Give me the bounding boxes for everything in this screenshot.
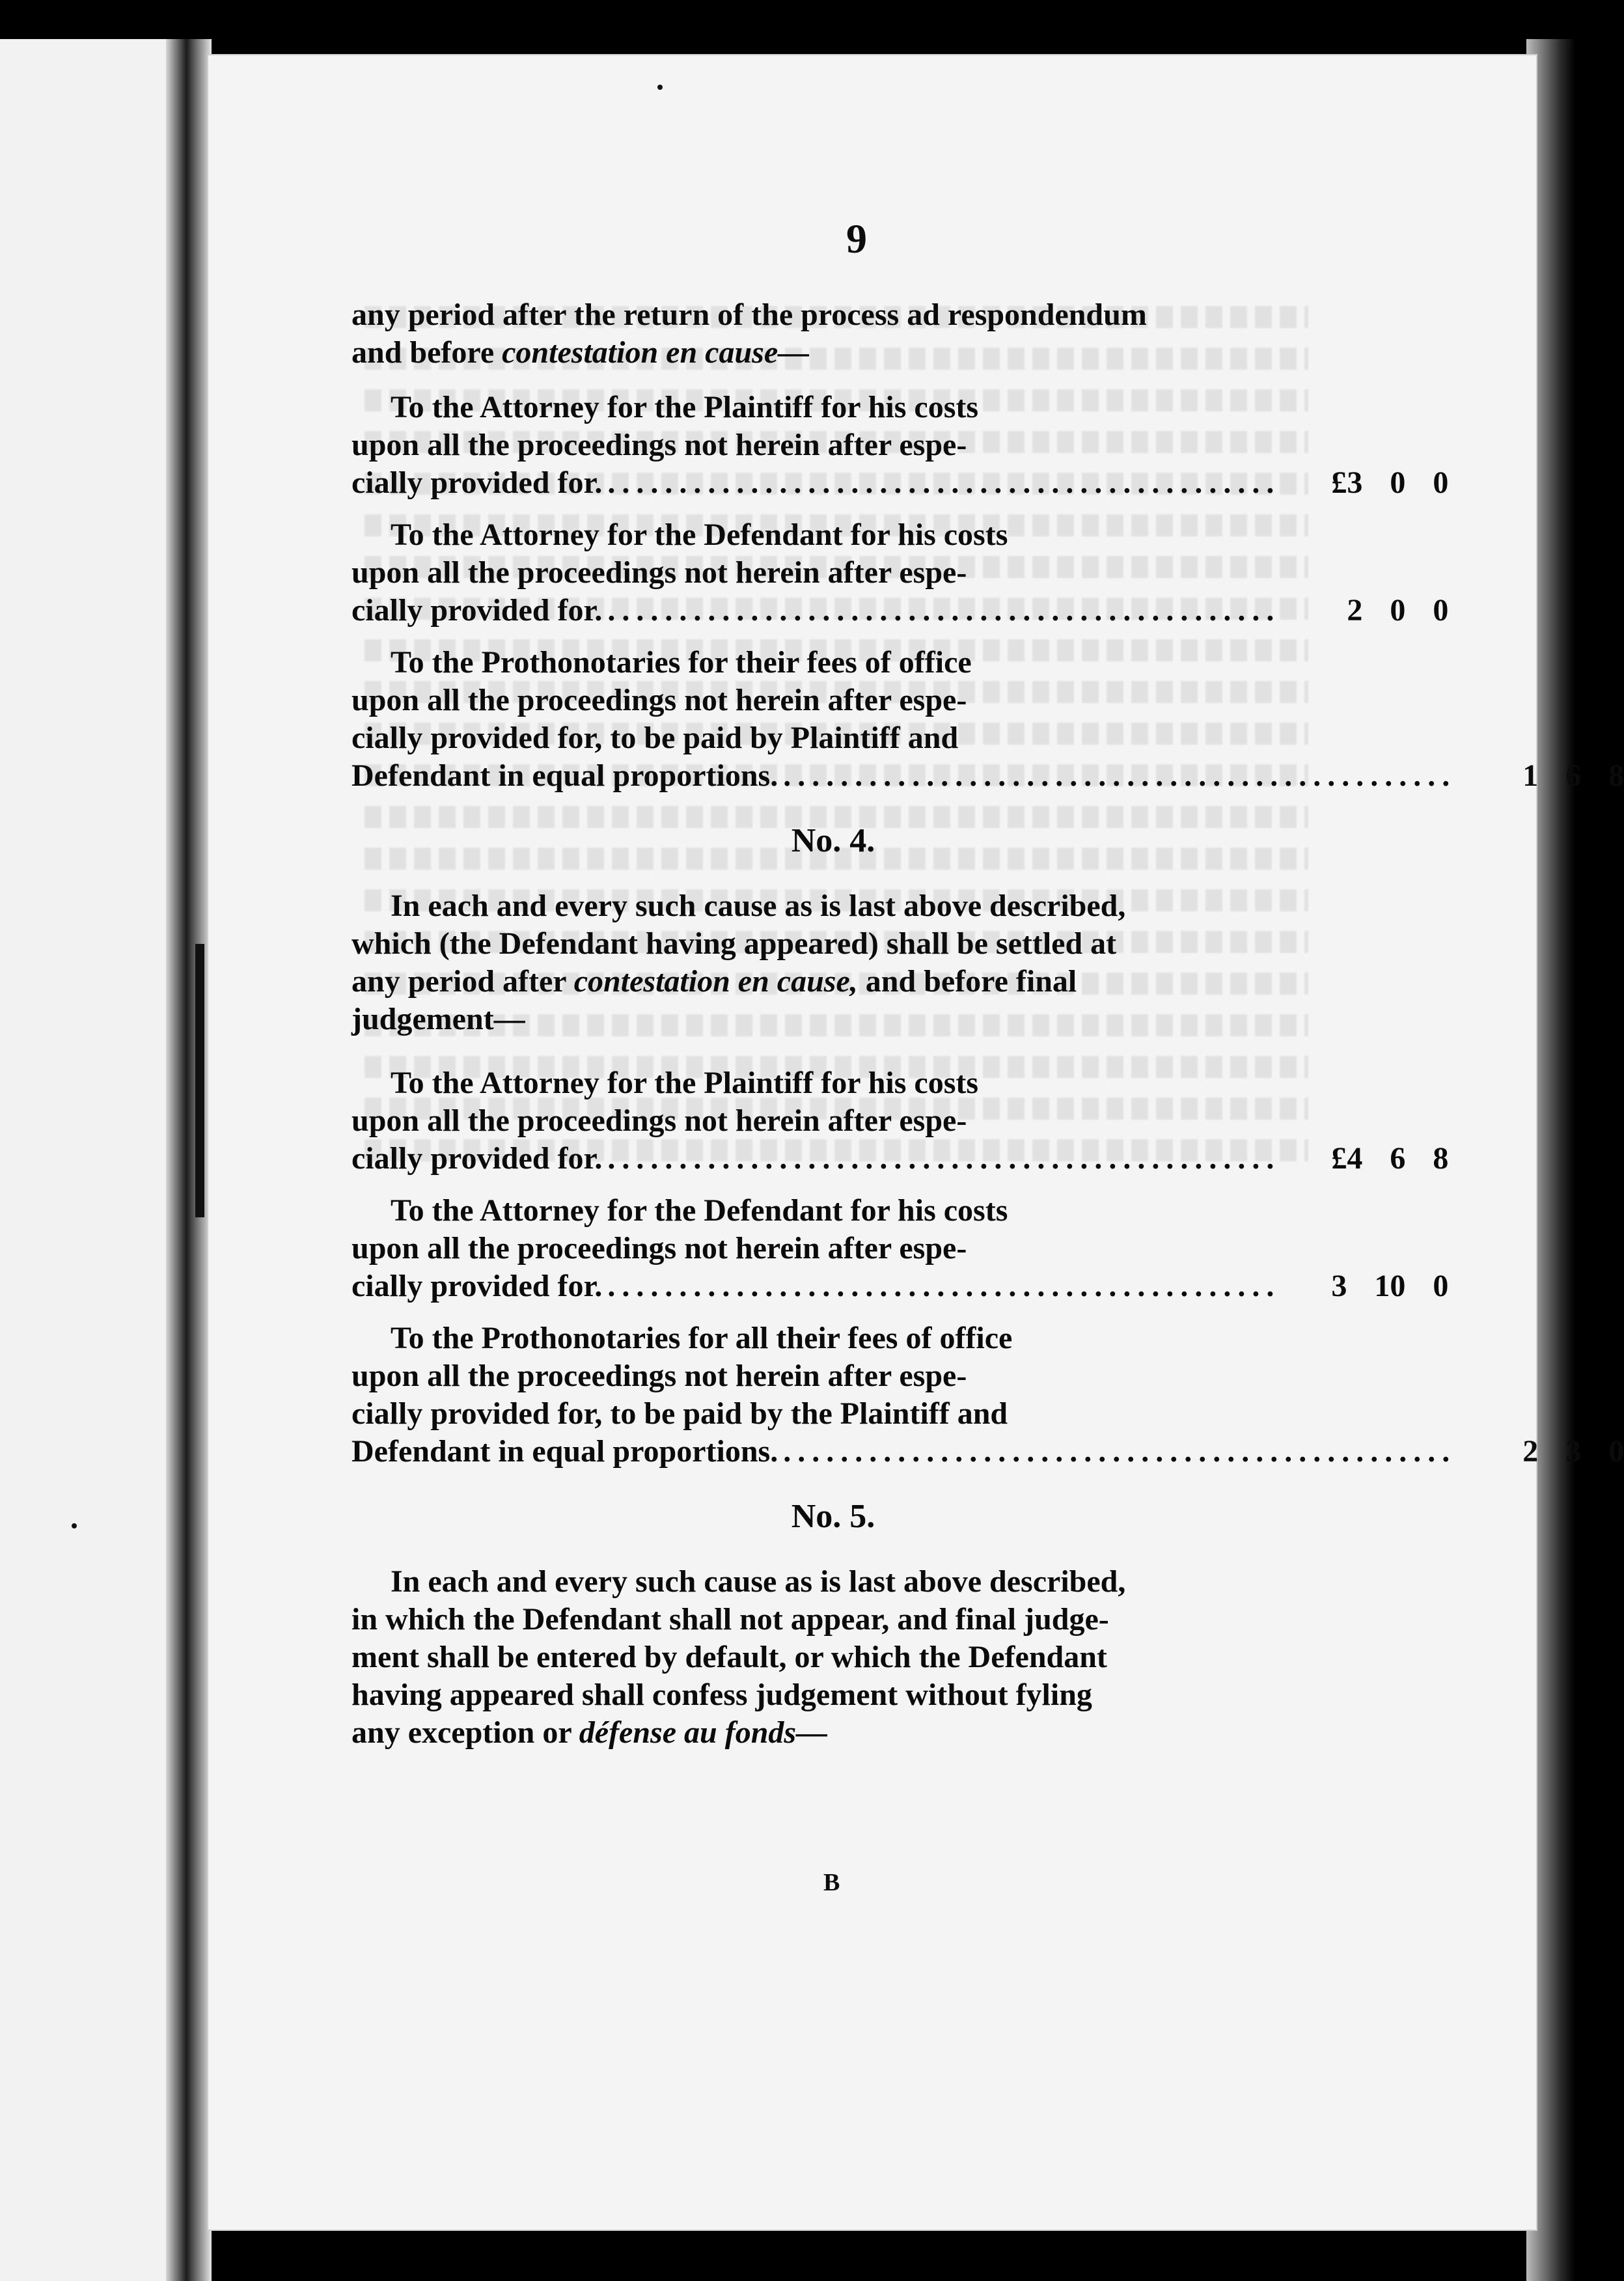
entry-line: To the Attorney for the Plaintiff for his costs <box>391 390 979 424</box>
intro-paragraph <box>351 296 1315 372</box>
stray-dot <box>657 85 663 90</box>
fee-entry <box>351 1320 1624 1471</box>
section-heading: No. 5. <box>791 1498 875 1535</box>
fee-entry <box>351 389 1449 502</box>
leader-dots: ............................................... <box>783 1434 1457 1469</box>
text-line: In each and every such cause as is last above described, <box>391 889 1126 923</box>
text-line: and before contestation en cause— <box>351 335 810 370</box>
fee-entry <box>351 1192 1449 1305</box>
entry-line: upon all the proceedings not herein after espe- <box>351 1359 967 1393</box>
entry-line: cially provided for. <box>351 465 603 500</box>
text-line: In each and every such cause as is last above described, <box>391 1564 1126 1599</box>
fee-entry <box>351 1064 1449 1178</box>
leader-dots: ............................................... <box>607 465 1281 500</box>
entry-final-line <box>351 592 1449 629</box>
italic-phrase: contestation en cause— <box>502 335 810 370</box>
entry-final-line <box>351 1140 1449 1178</box>
section-4-paragraph <box>351 887 1315 1038</box>
entry-line: To the Prothonotaries for all their fees of office <box>391 1321 1013 1355</box>
text-line: in which the Defendant shall not appear, and final judge- <box>351 1602 1109 1637</box>
entry-line: To the Attorney for the Defendant for his costs <box>391 1193 1008 1228</box>
entry-final-line <box>351 464 1449 502</box>
entry-line: upon all the proceedings not herein after espe- <box>351 1103 967 1138</box>
entry-line: cially provided for, to be paid by the Plaintiff and <box>351 1396 1008 1431</box>
book-gutter <box>166 39 212 2281</box>
text-line: having appeared shall confess judgement without fyling <box>351 1678 1092 1712</box>
entry-line: Defendant in equal proportions. <box>351 1434 778 1469</box>
fee-amount: 2 3 0 <box>1522 1434 1624 1469</box>
fee-group-1 <box>351 389 1624 795</box>
entry-final-line <box>351 1433 1624 1471</box>
stray-dot <box>72 1523 77 1528</box>
entry-line: To the Attorney for the Defendant for his costs <box>391 518 1008 552</box>
fee-amount: £3 0 0 <box>1331 465 1449 500</box>
fee-amount: 2 0 0 <box>1347 593 1449 628</box>
binding-tear-mark <box>195 944 204 1217</box>
entry-line: To the Attorney for the Plaintiff for his costs <box>391 1066 979 1100</box>
text-line: which (the Defendant having appeared) shall be settled at <box>351 926 1117 961</box>
fee-group-2 <box>351 1064 1624 1471</box>
entry-line: To the Prothonotaries for their fees of office <box>391 645 972 680</box>
leader-dots: ............................................... <box>783 758 1457 793</box>
page-body <box>351 296 1624 1769</box>
entry-line: upon all the proceedings not herein after espe- <box>351 555 967 590</box>
entry-line: upon all the proceedings not herein after espe- <box>351 428 967 462</box>
entry-line: upon all the proceedings not herein after espe- <box>351 683 967 717</box>
entry-line: cially provided for. <box>351 593 603 628</box>
signature-mark: B <box>823 1869 840 1896</box>
leader-dots: ............................................... <box>607 1141 1281 1176</box>
text-line: any period after contestation en cause, and before final <box>351 964 1077 999</box>
entry-line: cially provided for, to be paid by Plaintiff and <box>351 721 959 755</box>
fee-amount: 1 6 8 <box>1522 758 1624 793</box>
text-line: any period after the return of the process ad respondendum <box>351 297 1147 332</box>
entry-final-line <box>351 1267 1449 1305</box>
italic-phrase: défense au fonds— <box>579 1715 828 1750</box>
page-number: 9 <box>846 215 867 262</box>
fee-entry <box>351 644 1624 795</box>
fee-entry <box>351 516 1449 629</box>
text-line: ment shall be entered by default, or which the Defendant <box>351 1640 1107 1674</box>
leader-dots: ............................................... <box>607 1269 1281 1303</box>
text-line: judgement— <box>351 1002 525 1036</box>
entry-line: cially provided for. <box>351 1141 603 1176</box>
entry-final-line <box>351 757 1624 795</box>
entry-line: Defendant in equal proportions. <box>351 758 778 793</box>
italic-phrase: contestation en cause, <box>573 964 858 999</box>
entry-line: upon all the proceedings not herein after espe- <box>351 1231 967 1265</box>
section-heading: No. 4. <box>791 822 875 859</box>
leader-dots: ............................................... <box>607 593 1281 628</box>
text-line: any exception or défense au fonds— <box>351 1715 828 1750</box>
section-5-paragraph <box>351 1563 1315 1752</box>
fee-amount: £4 6 8 <box>1331 1141 1449 1176</box>
fee-amount: 3 10 0 <box>1331 1269 1449 1303</box>
entry-line: cially provided for. <box>351 1269 603 1303</box>
